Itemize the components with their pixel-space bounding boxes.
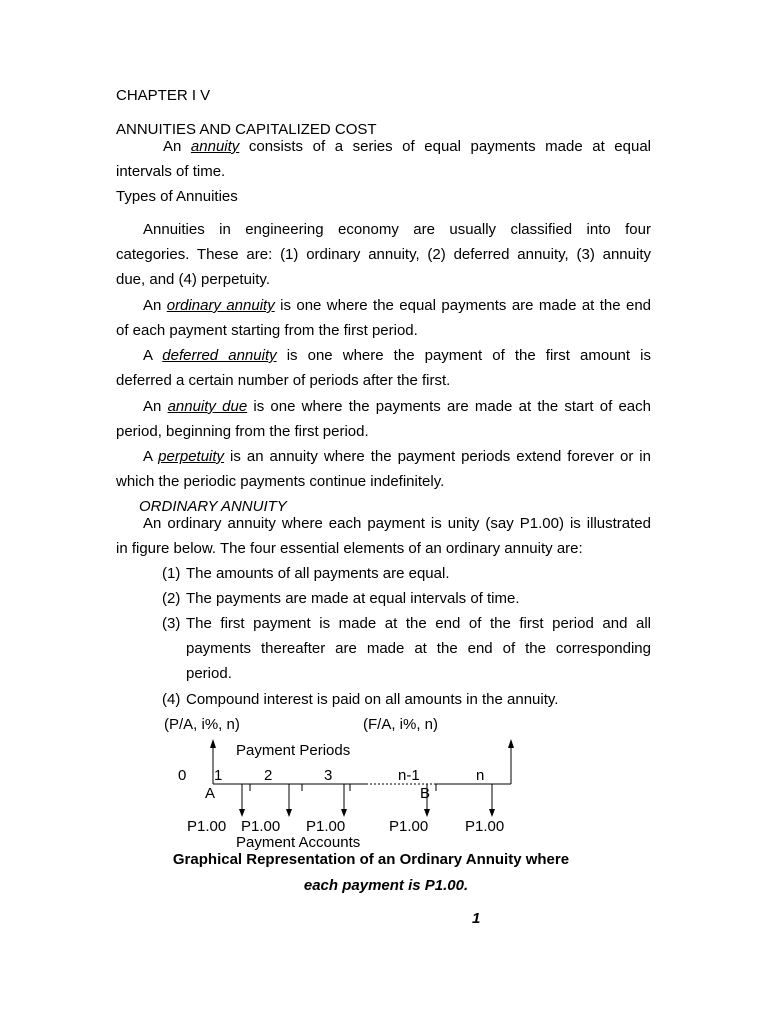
period-label: 2 [264,767,273,784]
point-b-label: B [420,785,431,802]
element-text: Compound interest is paid on all amounts in the annuity. [186,691,559,708]
period-label: 1 [214,767,223,784]
figure-caption-line2: each payment is P1.00. [303,877,469,894]
payment-label: P1.00 [389,818,429,835]
page-number: 1 [472,910,481,927]
deferred-annuity-definition: A deferred annuity is one where the payment of the first amount is deferred a certain number of periods after the first. [116,347,651,389]
chapter-heading: CHAPTER I V [116,87,211,104]
fa-factor-label: (F/A, i%, n) [363,716,439,733]
ordinary-annuity-definition: An ordinary annuity is one where the equal payments are made at the end of each payment starting from the first period. [116,297,652,339]
element-text: The payments are made at equal intervals of time. [186,590,520,607]
payment-label: P1.00 [241,818,281,835]
types-paragraph: Annuities in engineering economy are usually classified into four categories. These are: (1) ordinary annuity, (2) deferred annuity, (3) annuity due, and (4) perpetuity. [116,221,651,288]
element-number: (2) [162,590,181,607]
pa-factor-label: (P/A, i%, n) [164,716,240,733]
element-text-block: The first payment is made at the end of the first period and all payments thereafter are made at the end of the corresponding period. [186,615,651,682]
element-number: (4) [162,691,181,708]
annuity-term: annuity [190,138,240,155]
payment-label: P1.00 [187,818,227,835]
element-number: (3) [162,615,181,632]
period-label: n [476,767,485,784]
types-heading: Types of Annuities [116,188,238,205]
payment-label: P1.00 [465,818,505,835]
point-a-label: A [205,785,216,802]
element-text: The amounts of all payments are equal. [186,565,450,582]
payment-accounts-label: Payment Accounts [236,834,361,851]
ordinary-annuity-term: ordinary annuity [166,297,275,314]
payment-arrowhead [424,809,430,817]
figure-caption-line1: Graphical Representation of an Ordinary Annuity where [172,851,570,868]
future-value-arrowhead [508,739,514,748]
section-title: ANNUITIES AND CAPITALIZED COST [116,121,377,138]
payment-arrowhead [239,809,245,817]
payment-arrowhead [286,809,292,817]
payment-arrowhead [341,809,347,817]
period-label: n-1 [398,767,420,784]
annuity-definition: An annuity consists of a series of equal payments made at equal intervals of time. [116,138,652,180]
annuity-due-term: annuity due [167,398,248,415]
perpetuity-definition: A perpetuity is an annuity where the payment periods extend forever or in which the periodic payments continue indefinitely. [116,448,651,490]
period-label: 0 [178,767,187,784]
ordinary-annuity-heading: ORDINARY ANNUITY [139,498,287,515]
payment-arrowhead [489,809,495,817]
perpetuity-term: perpetuity [158,448,225,465]
period-label: 3 [324,767,333,784]
annuity-due-definition: An annuity due is one where the payments are made at the start of each period, beginning from the first period. [116,398,651,440]
payment-periods-label: Payment Periods [236,742,351,759]
element-number: (1) [162,565,181,582]
ordinary-annuity-paragraph: An ordinary annuity where each payment is unity (say P1.00) is illustrated in figure below. The four essential elements of an ordinary annuity are: [116,515,651,557]
payment-label: P1.00 [306,818,346,835]
deferred-annuity-term: deferred annuity [162,347,277,364]
present-value-arrowhead [210,739,216,748]
